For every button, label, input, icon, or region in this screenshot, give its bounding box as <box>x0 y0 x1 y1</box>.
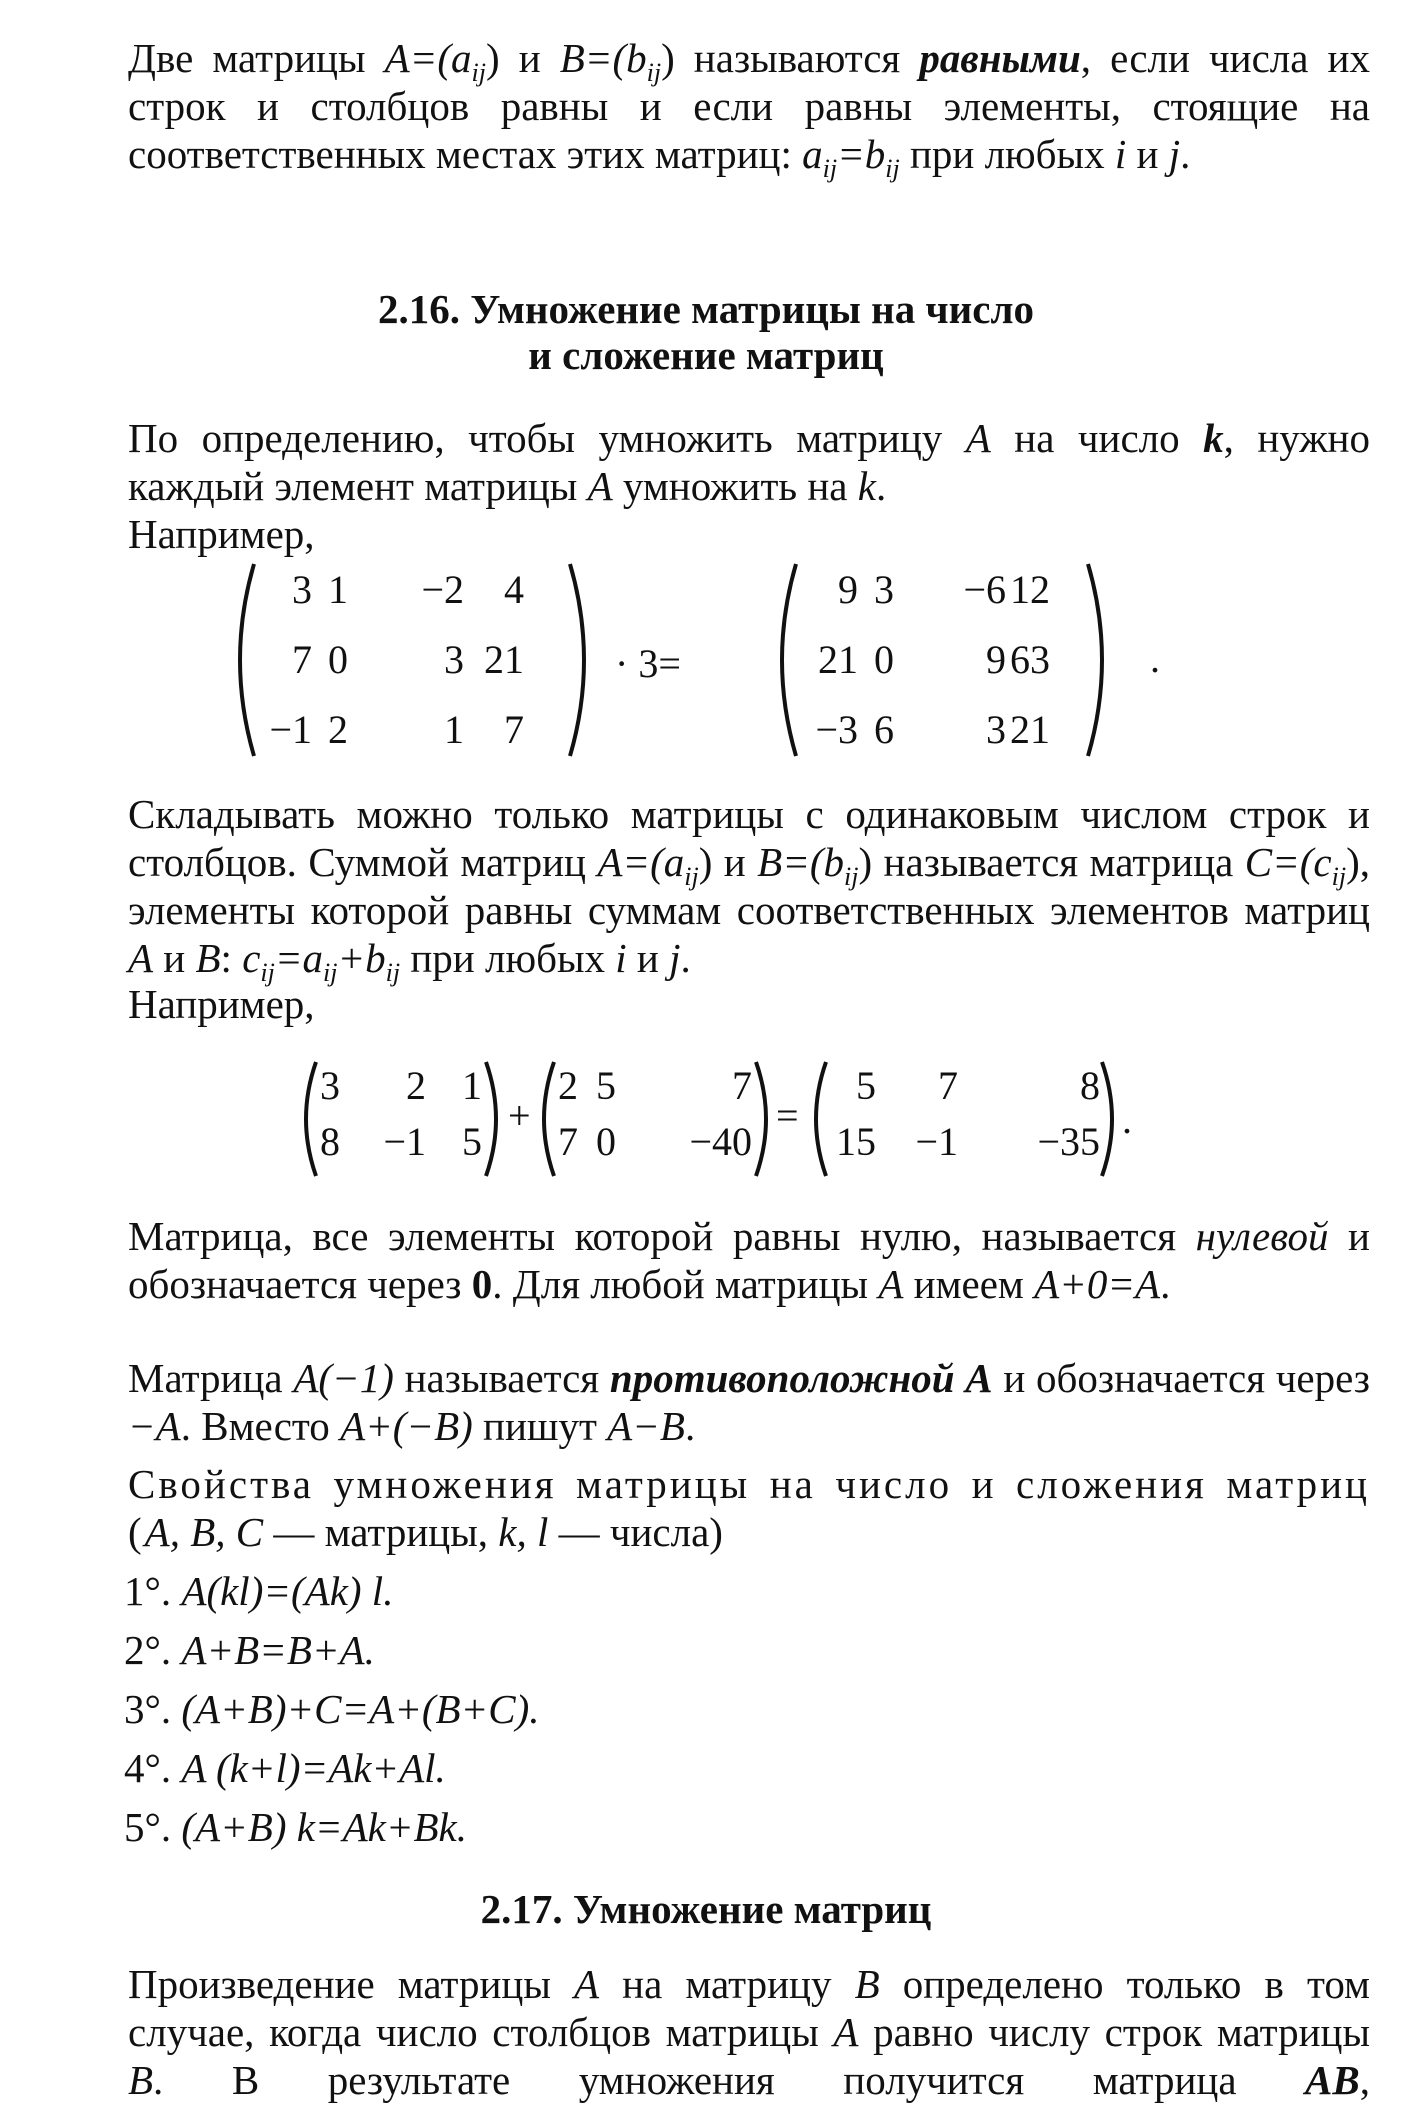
matrix-cell: 9 <box>838 567 858 612</box>
left-paren <box>816 1062 826 1176</box>
formula: B <box>128 2057 154 2103</box>
property-number: 3°. <box>124 1686 182 1732</box>
subscript: ij <box>1331 862 1347 892</box>
matrix-left <box>228 562 596 758</box>
example-label <box>128 510 315 558</box>
matrix-cell: −1 <box>383 1119 426 1164</box>
formula: k <box>857 463 876 509</box>
matrix-cell: 5 <box>462 1119 482 1164</box>
matrix-cell: 21 <box>484 637 524 682</box>
property-formula: A+B=B+A. <box>181 1627 375 1673</box>
intro-text: называются <box>674 35 920 81</box>
formula: A <box>878 1261 904 1307</box>
subscript: ij <box>822 154 838 184</box>
example-label <box>128 980 315 1028</box>
text: и обозначается через <box>992 1355 1371 1401</box>
text: Матрица <box>128 1355 294 1401</box>
property-formula: A(kl)=(Ak) l. <box>181 1568 394 1614</box>
text: Матрица, все элементы которой равны нулю, называется <box>128 1213 1196 1259</box>
formula: k, l <box>498 1509 549 1555</box>
matrix-cell: −3 <box>815 707 858 752</box>
property-item <box>124 1798 539 1857</box>
right-paren <box>1102 1062 1112 1176</box>
property-number: 4°. <box>124 1745 182 1791</box>
matrix-cell: 0 <box>596 1119 616 1164</box>
property-item <box>124 1562 539 1621</box>
text: имеем <box>903 1261 1035 1307</box>
formula: A−B <box>607 1403 685 1449</box>
matrix-cell: 9 <box>986 637 1006 682</box>
left-paren <box>306 1062 316 1176</box>
left-paren <box>544 1062 554 1176</box>
subscript: ij <box>323 958 338 988</box>
intro-paragraph <box>64 34 1370 184</box>
formula: j <box>1168 131 1181 177</box>
formula: B <box>195 935 221 981</box>
matrix-cell: −2 <box>421 567 464 612</box>
matrix-cell: 6 <box>874 707 894 752</box>
formula: A <box>587 463 613 509</box>
subscript: ij <box>684 862 699 892</box>
matrix-cell: 12 <box>1010 567 1050 612</box>
matrix-cell: 63 <box>1010 637 1050 682</box>
text: ), элементы которой равны суммам соответственных элементов матриц <box>128 839 1370 933</box>
matrix-cell: 8 <box>320 1119 340 1164</box>
intro-formula-b: B=(b <box>559 35 647 81</box>
formula: +b <box>337 935 386 981</box>
matrix-result <box>770 562 1114 758</box>
matrix-cell: 3 <box>320 1063 340 1108</box>
formula: A <box>965 415 991 461</box>
formula: −A <box>128 1403 181 1449</box>
text: . <box>1160 1261 1171 1307</box>
left-paren <box>240 564 254 756</box>
right-paren <box>1088 564 1102 756</box>
text: умножить на <box>612 463 858 509</box>
property-item <box>124 1680 539 1739</box>
heading-line: 2.17. Умножение матриц <box>480 1886 932 1932</box>
subscript: ij <box>844 862 859 892</box>
text: , <box>1359 2057 1370 2103</box>
text: ) и <box>698 839 758 885</box>
right-paren <box>570 564 584 756</box>
term-zero: нулевой <box>1195 1213 1329 1259</box>
formula: AB <box>1305 2057 1360 2103</box>
matrix-cell: 7 <box>938 1063 958 1108</box>
matrix-cell: 5 <box>856 1063 876 1108</box>
property-item <box>124 1739 539 1798</box>
text: называется <box>393 1355 610 1401</box>
matrix-cell: 4 <box>504 567 524 612</box>
property-number: 1°. <box>124 1568 182 1614</box>
matrix-cell: 3 <box>292 567 312 612</box>
heading-line: 2.16. Умножение матрицы на число <box>378 286 1034 332</box>
formula: i <box>615 935 627 981</box>
times-three: · 3= <box>615 641 681 686</box>
text: Например, <box>128 981 315 1027</box>
right-paren <box>486 1062 496 1176</box>
formula: 0 <box>471 1261 493 1307</box>
matrix-cell: 3 <box>444 637 464 682</box>
matrix-cell: 8 <box>1080 1063 1100 1108</box>
subscript: ij <box>646 58 662 88</box>
formula: B <box>854 1961 880 2007</box>
text: на число <box>990 415 1204 461</box>
matrix-cell: 21 <box>1010 707 1050 752</box>
text: и обозначается через <box>128 1213 1370 1307</box>
property-formula: A (k+l)=Ak+Al. <box>181 1745 446 1791</box>
matrix-add-sum <box>808 1060 1120 1178</box>
matrix-cell: 2 <box>558 1063 578 1108</box>
matrix-cell: 0 <box>874 637 894 682</box>
text: . Вместо <box>180 1403 341 1449</box>
paren: ) <box>661 35 675 81</box>
paren: ) <box>485 35 500 81</box>
text: на матрицу <box>599 1961 855 2007</box>
matrix-cell: 1 <box>444 707 464 752</box>
matrix-cell: 1 <box>328 567 348 612</box>
text: Например, <box>128 511 315 557</box>
formula: C=(c <box>1244 839 1332 885</box>
plus-sign: + <box>508 1093 531 1138</box>
matrix-cell: 1 <box>462 1063 482 1108</box>
properties-list <box>124 1562 539 1857</box>
text: Произведение матрицы <box>128 1961 574 2007</box>
heading-line: и сложение матриц <box>528 332 884 378</box>
text: : <box>220 935 243 981</box>
properties-intro <box>64 1460 1370 1556</box>
matrix-cell: −1 <box>915 1119 958 1164</box>
text: — матрицы, <box>263 1509 499 1555</box>
matrix-cell: 2 <box>328 707 348 752</box>
formula: A+0=A <box>1034 1261 1161 1307</box>
punct: . <box>1180 131 1191 177</box>
intro-text: при любых <box>899 131 1115 177</box>
term-opposite: противоположной A <box>609 1355 993 1401</box>
subscript: ij <box>471 58 486 88</box>
formula: k <box>1203 415 1224 461</box>
conj: и <box>499 35 560 81</box>
matrix-cell: 5 <box>596 1063 616 1108</box>
period: . <box>1122 1097 1132 1142</box>
property-formula: (A+B) k=Ak+Bk. <box>181 1804 467 1850</box>
matrix-cell: 0 <box>328 637 348 682</box>
text: — числа) <box>548 1509 723 1555</box>
intro-formula-a: A=(a <box>384 35 472 81</box>
zero-matrix-paragraph <box>64 1212 1370 1308</box>
text: пишут <box>472 1403 608 1449</box>
period: . <box>1150 636 1160 681</box>
formula: A=(a <box>597 839 685 885</box>
matrix-cell: 7 <box>504 707 524 752</box>
text: Складывать можно только матрицы с одинаковым числом строк и столбцов. Суммой матриц <box>128 791 1370 885</box>
text: равно числу строк матрицы <box>858 2009 1371 2055</box>
subscript: ij <box>385 958 401 988</box>
text: . В результате умножения получится матрица <box>153 2057 1306 2103</box>
intro-text: , если числа их строк и столбцов равны и если равны элементы, стоящие на соответственных местах этих матриц: <box>128 35 1370 177</box>
intro-text: Две матрицы <box>128 35 385 81</box>
equals-sign: = <box>776 1093 799 1138</box>
property-item <box>124 1621 539 1680</box>
right-paren <box>756 1062 766 1176</box>
matrix-cell: 15 <box>836 1119 876 1164</box>
matrix-cell: −1 <box>269 707 312 752</box>
text: . <box>680 935 691 981</box>
matrix-cell: 3 <box>986 707 1006 752</box>
text: Свойства умножения матрицы на число и сложения матриц ( <box>128 1461 1370 1555</box>
formula: a <box>802 131 823 177</box>
matrix-cell: 2 <box>406 1063 426 1108</box>
subscript: ij <box>885 154 900 184</box>
matrix-cell: −40 <box>689 1119 752 1164</box>
conj: и <box>1126 131 1169 177</box>
matrix-cell: 7 <box>292 637 312 682</box>
subscript: ij <box>260 958 275 988</box>
opposite-matrix-paragraph <box>64 1354 1370 1450</box>
formula: A, B, C <box>144 1509 264 1555</box>
matrix-product-paragraph <box>64 1960 1370 2104</box>
formula: i <box>1114 131 1127 177</box>
text: , нужно каждый элемент матрицы <box>128 415 1371 509</box>
text: определено только в том случае, когда число столбцов матрицы <box>128 1961 1370 2055</box>
text: при любых <box>400 935 616 981</box>
formula: A+(−B) <box>340 1403 473 1449</box>
section-heading-2-16 <box>0 286 1412 378</box>
text: . <box>875 463 887 509</box>
matrix-add-b <box>536 1060 774 1178</box>
matrix-cell: −35 <box>1037 1119 1100 1164</box>
matrix-cell: 21 <box>818 637 858 682</box>
formula: c <box>242 935 261 981</box>
matrix-cell: 3 <box>874 567 894 612</box>
matrix-cell: 7 <box>732 1063 752 1108</box>
formula: =a <box>274 935 324 981</box>
text: По определению, чтобы умножить матрицу <box>128 415 966 461</box>
text: и <box>153 935 196 981</box>
addition-paragraph <box>64 790 1370 988</box>
property-number: 5°. <box>124 1804 182 1850</box>
left-paren <box>782 564 796 756</box>
formula: B=(b <box>757 839 845 885</box>
formula: A <box>574 1961 600 2007</box>
text: ) называется матрица <box>858 839 1245 885</box>
property-formula: (A+B)+C=A+(B+C). <box>181 1686 540 1732</box>
text: . <box>684 1403 696 1449</box>
property-number: 2°. <box>124 1627 182 1673</box>
formula: j <box>669 935 681 981</box>
text: . Для любой матрицы <box>492 1261 879 1307</box>
matrix-cell: 7 <box>558 1119 578 1164</box>
term-equal: равными <box>919 35 1081 81</box>
section-heading-2-17 <box>0 1886 1412 1932</box>
text: и <box>626 935 670 981</box>
formula: A <box>833 2009 859 2055</box>
formula: A <box>128 935 154 981</box>
formula: A(−1) <box>293 1355 394 1401</box>
matrix-cell: −6 <box>963 567 1006 612</box>
scalar-mult-paragraph <box>64 414 1370 510</box>
matrix-add-a <box>298 1060 504 1178</box>
formula: =b <box>837 131 886 177</box>
